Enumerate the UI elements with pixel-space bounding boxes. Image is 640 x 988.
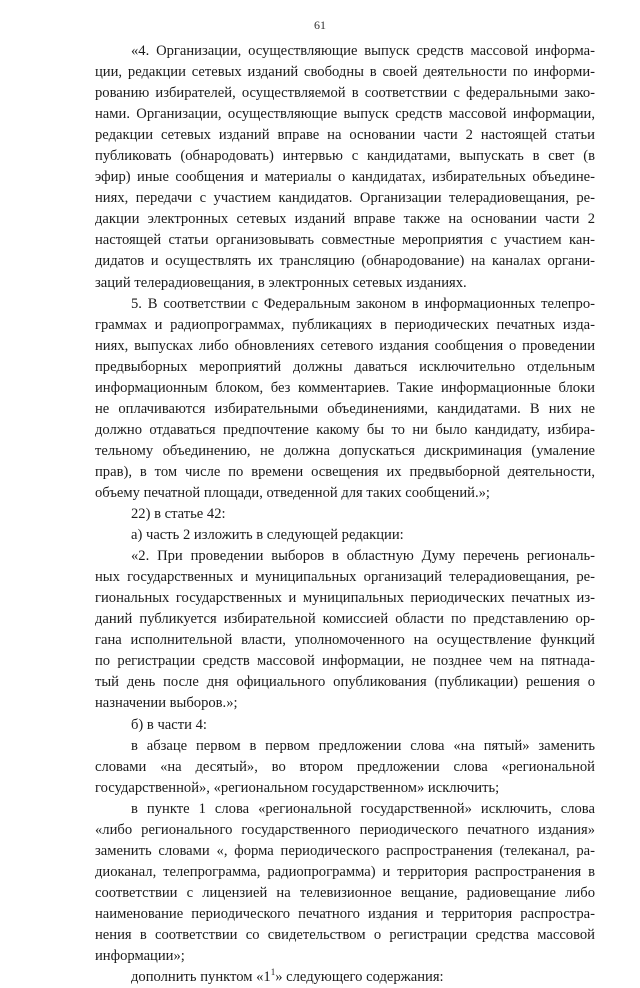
text-line: словами «на десятый», во втором предложении слова «региональной bbox=[95, 758, 595, 775]
text-line: назначении выборов.»; bbox=[95, 695, 238, 712]
text-line: гиональных государственных и муниципальных периодических печатных из- bbox=[95, 590, 595, 607]
final-line-after: » следующего содержания: bbox=[275, 969, 444, 986]
text-line: дакции электронных сетевых изданий вправе также на основании части 2 bbox=[95, 211, 595, 228]
text-line: информации»; bbox=[95, 948, 185, 965]
text-line: ниях, выпусках либо обновлениях сетевого издания сообщения о проведении bbox=[95, 337, 595, 354]
text-line: эфир) иные сообщения и материалы о кандидатах, избирательных объедине- bbox=[95, 169, 595, 186]
text-line: тельному объединению, не должна допускаться дискриминация (умаление bbox=[95, 442, 595, 459]
text-line: тый день после дня официального опубликования (публикации) решения о bbox=[95, 674, 595, 691]
text-line: нения в соответствии со свидетельством о регистрации средства массовой bbox=[95, 926, 595, 943]
text-line: не оплачиваются избирательными объединениями, кандидатами. В них не bbox=[95, 400, 595, 417]
text-line: гана исполнительной власти, уполномоченного на осуществление функций bbox=[95, 632, 595, 649]
final-line-before: дополнить пунктом «1 bbox=[131, 969, 271, 986]
text-line: публиковать (обнародовать) интервью с кандидатами, выпускать в свет (в bbox=[95, 148, 595, 165]
text-line: заций телерадиовещания, в электронных сетевых изданиях. bbox=[95, 274, 467, 291]
document-body bbox=[95, 41, 595, 988]
page-number: 61 bbox=[314, 18, 326, 32]
text-line: ции, редакции сетевых изданий свободны в своей деятельности по информи- bbox=[95, 64, 595, 81]
text-line: нами. Организации, осуществляющие выпуск средств массовой информации, bbox=[95, 106, 595, 123]
text-line: прав), в том числе по времени освещения их предвыборной деятельности, bbox=[95, 463, 595, 480]
text-line: 5. В соответствии с Федеральным законом в информационных телепро- bbox=[131, 295, 595, 312]
text-line: соответствии с лицензией на телевизионное вещание, радиовещание либо bbox=[95, 884, 595, 901]
text-line: «4. Организации, осуществляющие выпуск средств массовой информа- bbox=[131, 43, 595, 59]
text-line: ных государственных и муниципальных организаций телерадиовещания, ре- bbox=[95, 569, 595, 586]
text-line: по регистрации средств массовой информации, не позднее чем на пятнада- bbox=[95, 653, 595, 670]
text-line: «либо регионального государственного периодического печатного издания» bbox=[95, 821, 595, 838]
text-line: граммах и радиопрограммах, публикациях в периодических печатных изда- bbox=[95, 316, 595, 333]
text-line: должно отдаваться предпочтение какому бы то ни было кандидату, избира- bbox=[95, 421, 595, 438]
text-line: редакции сетевых изданий вправе на основании части 2 настоящей статьи bbox=[95, 127, 595, 144]
text-line: а) часть 2 изложить в следующей редакции: bbox=[131, 527, 404, 544]
text-line: заменить словами «, форма периодического распространения (телеканал, ра- bbox=[95, 842, 595, 859]
text-line: б) в части 4: bbox=[131, 716, 207, 733]
text-line: рованию избирателей, осуществляемой в соответствии с федеральными зако- bbox=[95, 85, 595, 102]
text-line: предвыборных мероприятий должны даваться исключительно отдельным bbox=[95, 358, 595, 375]
text-line: государственной», «региональном государственном» исключить; bbox=[95, 779, 500, 796]
text-line: 22) в статье 42: bbox=[131, 506, 226, 523]
text-line: даний публикуется избирательной комиссией области по представлению ор- bbox=[95, 611, 595, 628]
text-line: наименование периодического печатного издания и территория распростра- bbox=[95, 905, 595, 922]
text-line: дидатов и осуществлять их трансляцию (обнародование) на каналах органи- bbox=[95, 253, 595, 270]
final-line-superscript: 1 bbox=[270, 967, 276, 978]
text-line: ниях, передачи с участием кандидатов. Организации телерадиовещания, ре- bbox=[95, 190, 595, 207]
text-line: «2. При проведении выборов в областную Думу перечень региональ- bbox=[131, 548, 595, 565]
text-line: объему печатной площади, отведенной для таких сообщений.»; bbox=[95, 484, 490, 501]
text-line: в абзаце первом в первом предложении слова «на пятый» заменить bbox=[131, 737, 595, 754]
text-line: настоящей статьи организовывать совместные мероприятия с участием кан- bbox=[95, 232, 595, 249]
text-line: в пункте 1 слова «региональной государственной» исключить, слова bbox=[131, 800, 595, 817]
text-line: информационным блоком, без комментариев. Такие информационные блоки bbox=[95, 379, 595, 396]
text-line-final bbox=[95, 967, 595, 988]
text-line: диоканал, телепрограмма, радиопрограмма) и территория распространения в bbox=[95, 863, 595, 880]
